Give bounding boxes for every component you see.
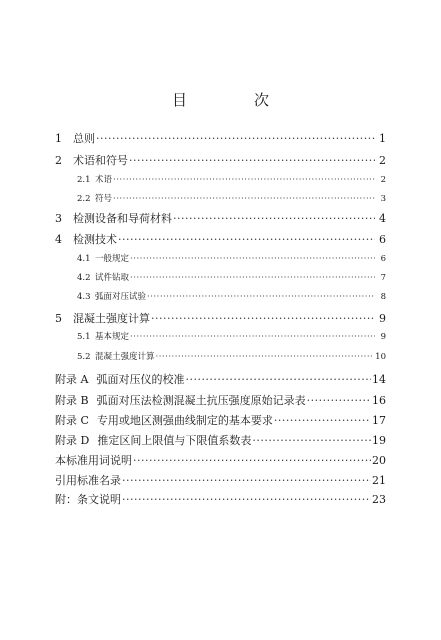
toc-entry[interactable] — [55, 350, 386, 362]
toc-entry-page: 2 — [380, 175, 386, 185]
toc-entry-number: 4.1 — [77, 254, 91, 264]
toc-entry[interactable] — [55, 252, 386, 264]
toc-entry-label: 一般规定 — [95, 254, 130, 264]
toc-entry-number: 4 — [55, 233, 62, 246]
toc-entry-number: 3 — [55, 212, 62, 225]
toc-entry-label: 符号 — [95, 194, 113, 204]
dot-leader — [252, 434, 371, 447]
toc-entry-label: 试件钻取 — [95, 273, 130, 283]
toc-entry-label: 本标准用词说明 — [55, 454, 132, 467]
dot-leader — [274, 414, 371, 427]
dot-leader — [113, 175, 375, 185]
toc-entry-page: 23 — [372, 493, 386, 506]
toc-entry-page: 3 — [380, 194, 386, 204]
dot-leader — [113, 194, 375, 204]
toc-entry-page: 2 — [379, 154, 386, 167]
toc-entry-label: 专用或地区测强曲线制定的基本要求 — [96, 414, 273, 427]
toc-entry-number: 2.2 — [77, 194, 91, 204]
toc-entry[interactable] — [55, 330, 386, 342]
toc-entry[interactable] — [55, 491, 386, 507]
toc-entry-page: 8 — [380, 292, 386, 302]
dot-leader — [118, 233, 375, 246]
toc-entry-label: 附：条文说明 — [55, 493, 121, 506]
toc-entry[interactable] — [55, 452, 386, 468]
page-title: 目 次 — [171, 91, 295, 109]
toc-entry-number: 2 — [55, 154, 62, 167]
dot-leader — [147, 292, 375, 302]
toc-entry-number: 附录 C — [55, 414, 89, 427]
toc-entry-page: 9 — [379, 312, 386, 325]
toc-entry-page: 4 — [379, 212, 386, 225]
toc-entry[interactable] — [55, 432, 386, 448]
toc-entry[interactable] — [55, 130, 386, 146]
dot-leader — [122, 493, 371, 506]
toc-entry-label: 引用标准名录 — [55, 474, 121, 487]
toc-entry-page: 14 — [372, 373, 386, 386]
toc-entry-number: 4.2 — [77, 273, 91, 283]
toc-entry[interactable] — [55, 310, 386, 326]
toc-entry-label: 混凝土强度计算 — [73, 312, 150, 325]
toc-entry-number: 5.2 — [77, 352, 91, 362]
toc-entry-page: 6 — [379, 233, 386, 246]
toc-entry-label: 弧面对压仪的校准 — [96, 373, 185, 386]
toc-entry[interactable] — [55, 371, 386, 387]
toc-entry-label: 基本规定 — [95, 332, 130, 342]
toc-entry-number: 5.1 — [77, 332, 91, 342]
toc-entry-label: 术语 — [95, 175, 113, 185]
toc-entry-page: 1 — [379, 132, 386, 145]
dot-leader — [156, 352, 375, 362]
toc-entry-page: 20 — [372, 454, 386, 467]
dot-leader — [130, 273, 375, 283]
toc-entry-page: 6 — [380, 254, 386, 264]
toc-entry-label: 总则 — [73, 132, 95, 145]
toc-entry[interactable] — [55, 192, 386, 204]
dot-leader — [151, 312, 375, 325]
toc-entry-number: 附录 B — [55, 394, 89, 407]
toc-entry-number: 4.3 — [77, 292, 91, 302]
toc-entry[interactable] — [55, 472, 386, 488]
toc-entry-number: 1 — [55, 132, 62, 145]
dot-leader — [307, 394, 371, 407]
toc-entry-label: 混凝土强度计算 — [95, 352, 155, 362]
dot-leader — [96, 132, 375, 145]
dot-leader — [130, 332, 375, 342]
toc-entry-label: 推定区间上限值与下限值系数表 — [97, 434, 252, 447]
toc-entry-page: 17 — [372, 414, 386, 427]
dot-leader — [122, 474, 371, 487]
toc-entry-label: 检测技术 — [73, 233, 117, 246]
toc-entry-label: 检测设备和导荷材料 — [73, 212, 172, 225]
dot-leader — [185, 373, 371, 386]
dot-leader — [133, 454, 371, 467]
dot-leader — [130, 254, 375, 264]
toc-entry-page: 21 — [372, 474, 386, 487]
toc-entry-page: 16 — [372, 394, 386, 407]
toc-entry-number: 5 — [55, 312, 62, 325]
toc-entry[interactable] — [55, 173, 386, 185]
toc-entry-label: 术语和符号 — [73, 154, 128, 167]
toc-entry-label: 弧面对压试验 — [95, 292, 147, 302]
toc-entry-page: 10 — [375, 352, 386, 362]
toc-entry-number: 2.1 — [77, 175, 91, 185]
toc-entry[interactable] — [55, 210, 386, 226]
toc-entry[interactable] — [55, 290, 386, 302]
toc-entry-page: 9 — [380, 332, 386, 342]
toc-entry[interactable] — [55, 412, 386, 428]
dot-leader — [173, 212, 375, 225]
toc-entry[interactable] — [55, 231, 386, 247]
dot-leader — [129, 154, 375, 167]
toc-entry-number: 附录 D — [55, 434, 90, 447]
toc-entry-page: 7 — [380, 273, 386, 283]
toc-entry[interactable] — [55, 152, 386, 168]
toc-entry[interactable] — [55, 392, 386, 408]
toc-entry-label: 弧面对压法检测混凝土抗压强度原始记录表 — [96, 394, 306, 407]
toc-entry-number: 附录 A — [55, 373, 89, 386]
toc-entry[interactable] — [55, 271, 386, 283]
toc-entry-page: 19 — [372, 434, 386, 447]
